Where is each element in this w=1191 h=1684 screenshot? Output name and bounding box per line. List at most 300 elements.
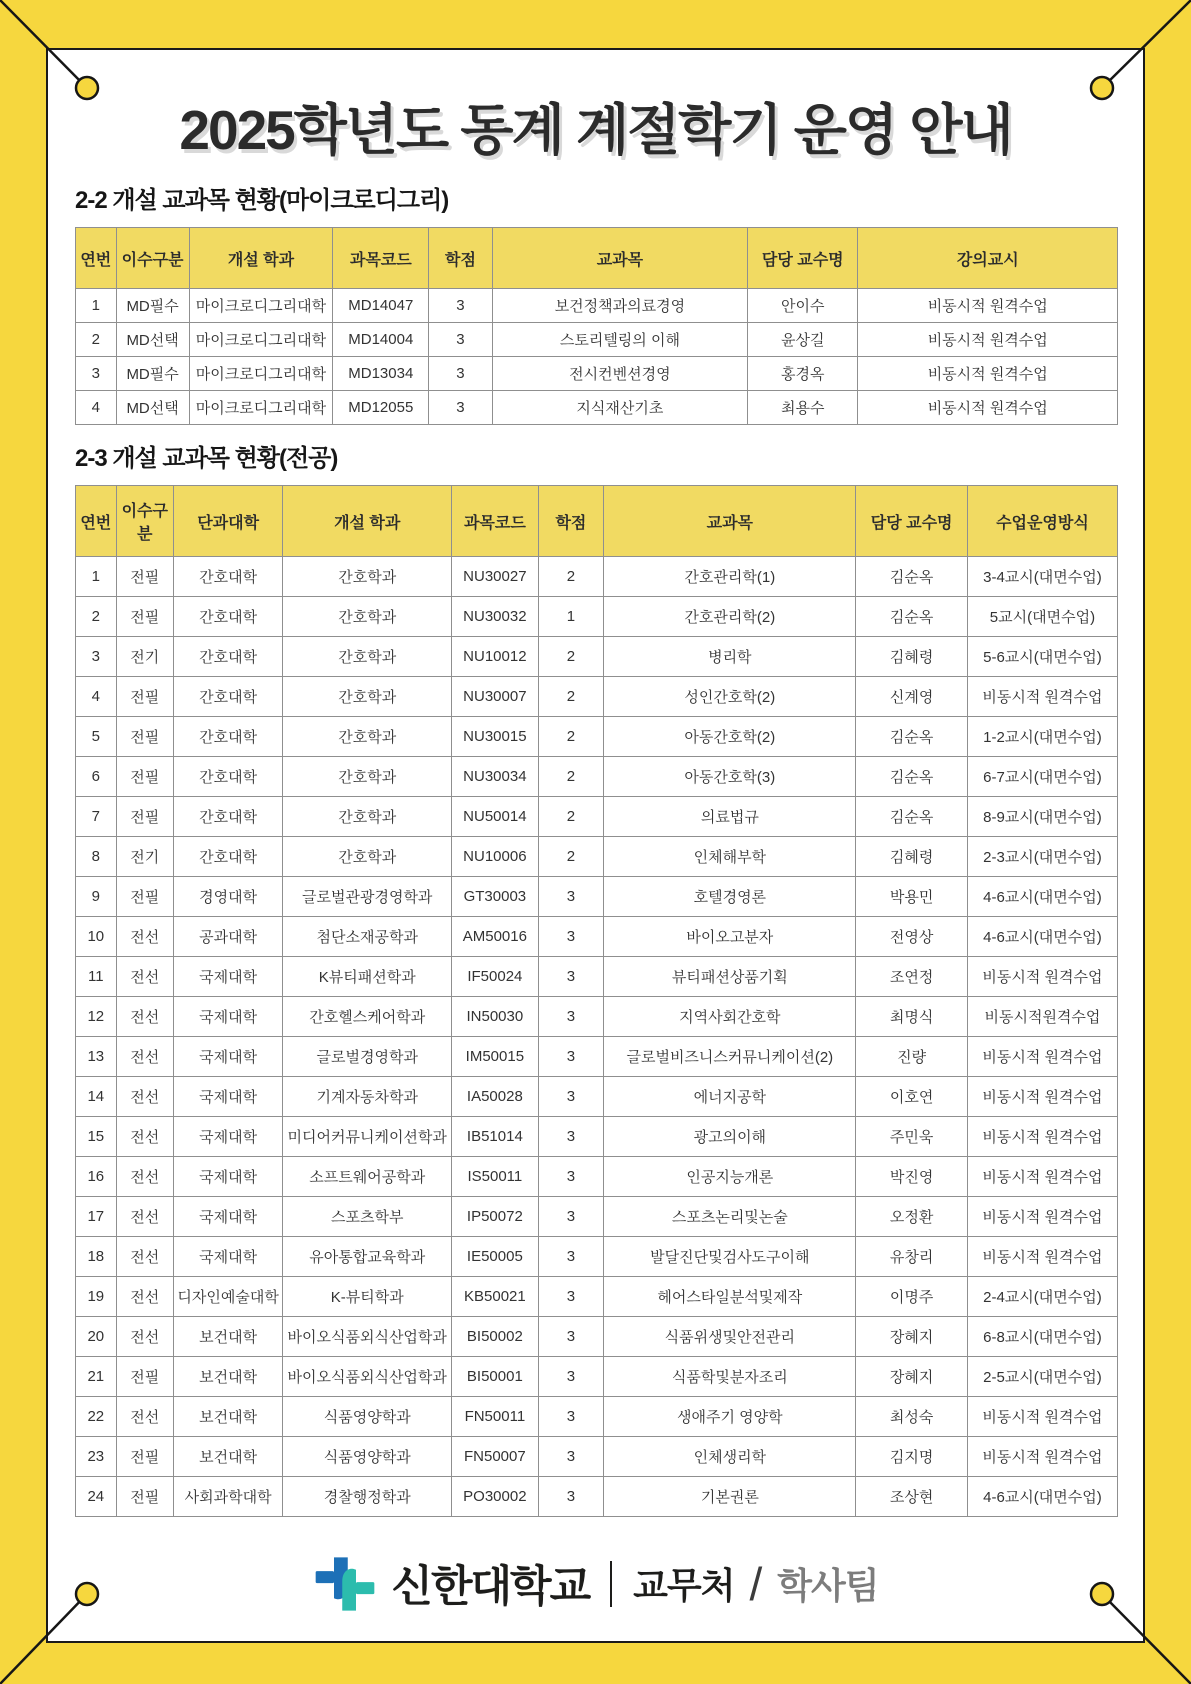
table-cell: 스토리텔링의 이해 <box>492 323 747 357</box>
table-cell: 바이오고분자 <box>604 917 856 957</box>
table-cell: 박진영 <box>856 1157 967 1197</box>
table-cell: 전필 <box>116 877 173 917</box>
table-row <box>76 1357 1118 1397</box>
table-cell: 디자인예술대학 <box>173 1277 282 1317</box>
table-cell: 국제대학 <box>173 1117 282 1157</box>
table-cell: 3 <box>538 1317 604 1357</box>
table-cell: 비동시적 원격수업 <box>967 1197 1117 1237</box>
table-cell: 진량 <box>856 1037 967 1077</box>
table-cell: 광고의이해 <box>604 1117 856 1157</box>
table-cell: 국제대학 <box>173 957 282 997</box>
table-cell: 3 <box>538 877 604 917</box>
column-header: 연번 <box>76 228 117 289</box>
table-cell: 인체해부학 <box>604 837 856 877</box>
table-cell: 전선 <box>116 1317 173 1357</box>
table-cell: 전기 <box>116 837 173 877</box>
table-cell: 바이오식품외식산업학과 <box>283 1357 452 1397</box>
table-cell: 전선 <box>116 917 173 957</box>
section-heading-major: 2-3 개설 교과목 현황(전공) <box>75 445 338 472</box>
column-header: 학점 <box>538 486 604 557</box>
table-cell: 전기 <box>116 637 173 677</box>
table-cell: 3 <box>538 957 604 997</box>
table-cell: 6 <box>76 757 117 797</box>
table-cell: 12 <box>76 997 117 1037</box>
table-cell: 비동시적 원격수업 <box>858 391 1118 425</box>
table-cell: 식품영양학과 <box>283 1397 452 1437</box>
table-cell: 김순옥 <box>856 757 967 797</box>
table-cell: 글로벌관광경영학과 <box>283 877 452 917</box>
table-cell: 유창리 <box>856 1237 967 1277</box>
table-cell: 5-6교시(대면수업) <box>967 637 1117 677</box>
table-cell: IS50011 <box>452 1157 538 1197</box>
table-cell: 국제대학 <box>173 1077 282 1117</box>
table-row <box>76 757 1118 797</box>
table-cell: 전필 <box>116 1437 173 1477</box>
table-cell: 간호대학 <box>173 797 282 837</box>
table-cell: 홍경옥 <box>748 357 858 391</box>
table-cell: NU30027 <box>452 557 538 597</box>
table-cell: NU10012 <box>452 637 538 677</box>
md-course-table <box>75 227 1118 425</box>
table-cell: 박용민 <box>856 877 967 917</box>
table-cell: 의료법규 <box>604 797 856 837</box>
table-row <box>76 289 1118 323</box>
table-cell: 6-7교시(대면수업) <box>967 757 1117 797</box>
table-cell: 전필 <box>116 1357 173 1397</box>
table-cell: 2 <box>76 597 117 637</box>
table-cell: 비동시적 원격수업 <box>858 289 1118 323</box>
table-row <box>76 391 1118 425</box>
table-cell: 첨단소재공학과 <box>283 917 452 957</box>
table-cell: 기본권론 <box>604 1477 856 1517</box>
table-cell: IP50072 <box>452 1197 538 1237</box>
table-cell: 3 <box>538 917 604 957</box>
table-cell: 경찰행정학과 <box>283 1477 452 1517</box>
footer-slash: / <box>749 1557 763 1610</box>
table-cell: 보건대학 <box>173 1317 282 1357</box>
table-cell: 이명주 <box>856 1277 967 1317</box>
table-row <box>76 1037 1118 1077</box>
table-cell: 전필 <box>116 1477 173 1517</box>
table-cell: 8-9교시(대면수업) <box>967 797 1117 837</box>
table-cell: 10 <box>76 917 117 957</box>
table-row <box>76 837 1118 877</box>
table-cell: 2 <box>538 637 604 677</box>
table-cell: 병리학 <box>604 637 856 677</box>
table-cell: 1 <box>538 597 604 637</box>
table-cell: 보건대학 <box>173 1357 282 1397</box>
table-cell: 13 <box>76 1037 117 1077</box>
table-cell: 장혜지 <box>856 1357 967 1397</box>
table-cell: 전영상 <box>856 917 967 957</box>
table-cell: IE50005 <box>452 1237 538 1277</box>
table-cell: MD14004 <box>333 323 429 357</box>
table-cell: 김순옥 <box>856 717 967 757</box>
column-header: 교과목 <box>492 228 747 289</box>
table-cell: 간호대학 <box>173 837 282 877</box>
table-cell: 인체생리학 <box>604 1437 856 1477</box>
table-cell: 호텔경영론 <box>604 877 856 917</box>
table-cell: 전선 <box>116 1157 173 1197</box>
table-cell: 1 <box>76 557 117 597</box>
table-cell: 비동시적 원격수업 <box>967 1157 1117 1197</box>
table-cell: 4-6교시(대면수업) <box>967 1477 1117 1517</box>
table-cell: NU10006 <box>452 837 538 877</box>
table-cell: 3 <box>76 357 117 391</box>
column-header: 교과목 <box>604 486 856 557</box>
table-cell: 마이크로디그리대학 <box>189 391 333 425</box>
table-cell: 전필 <box>116 677 173 717</box>
table-cell: 김순옥 <box>856 597 967 637</box>
table-cell: 2-5교시(대면수업) <box>967 1357 1117 1397</box>
table-cell: 16 <box>76 1157 117 1197</box>
university-name: 신한대학교 <box>391 1563 590 1611</box>
table-cell: FN50011 <box>452 1397 538 1437</box>
column-header: 담당 교수명 <box>856 486 967 557</box>
table-cell: 간호학과 <box>283 837 452 877</box>
table-cell: 3 <box>538 1477 604 1517</box>
table-cell: BI50002 <box>452 1317 538 1357</box>
table-cell: 김혜령 <box>856 637 967 677</box>
table-cell: 3 <box>538 1357 604 1397</box>
table-cell: 간호헬스케어학과 <box>283 997 452 1037</box>
table-cell: 조연정 <box>856 957 967 997</box>
page-title: 2025학년도 동계 계절학기 운영 안내 <box>179 99 1012 161</box>
table-row <box>76 1437 1118 1477</box>
table-cell: 비동시적 원격수업 <box>858 357 1118 391</box>
table-cell: 간호관리학(1) <box>604 557 856 597</box>
table-cell: 김지명 <box>856 1437 967 1477</box>
table-cell: 최성숙 <box>856 1397 967 1437</box>
table-cell: 식품위생및안전관리 <box>604 1317 856 1357</box>
table-cell: 2-4교시(대면수업) <box>967 1277 1117 1317</box>
table-cell: 3 <box>429 323 493 357</box>
table-cell: NU30034 <box>452 757 538 797</box>
table-cell: 전선 <box>116 1037 173 1077</box>
table-row <box>76 1157 1118 1197</box>
table-row <box>76 357 1118 391</box>
table-cell: 전필 <box>116 797 173 837</box>
table-cell: 비동시적 원격수업 <box>967 1237 1117 1277</box>
table-row <box>76 997 1118 1037</box>
table-cell: 2 <box>538 677 604 717</box>
table-cell: 간호대학 <box>173 637 282 677</box>
team-name: 학사팀 <box>777 1565 879 1606</box>
table-cell: 간호대학 <box>173 757 282 797</box>
table-cell: MD13034 <box>333 357 429 391</box>
table-cell: 비동시적 원격수업 <box>967 957 1117 997</box>
table-cell: 2-3교시(대면수업) <box>967 837 1117 877</box>
table-cell: 3 <box>538 1157 604 1197</box>
table-cell: 간호대학 <box>173 717 282 757</box>
table-cell: 5 <box>76 717 117 757</box>
table-cell: 비동시적 원격수업 <box>967 677 1117 717</box>
table-row <box>76 1477 1118 1517</box>
section-heading-microdegree: 2-2 개설 교과목 현황(마이크로디그리) <box>75 187 449 214</box>
table-cell: 21 <box>76 1357 117 1397</box>
table-cell: 장혜지 <box>856 1317 967 1357</box>
table-cell: 전필 <box>116 757 173 797</box>
table-cell: 전필 <box>116 717 173 757</box>
table-cell: AM50016 <box>452 917 538 957</box>
table-cell: IN50030 <box>452 997 538 1037</box>
table-cell: 간호대학 <box>173 677 282 717</box>
table-row <box>76 1077 1118 1117</box>
table-cell: 글로벌비즈니스커뮤니케이션(2) <box>604 1037 856 1077</box>
table-cell: BI50001 <box>452 1357 538 1397</box>
column-header: 개설 학과 <box>189 228 333 289</box>
table-cell: 전선 <box>116 1077 173 1117</box>
table-cell: 전선 <box>116 1277 173 1317</box>
table-cell: 3 <box>538 1237 604 1277</box>
table-cell: 1 <box>76 289 117 323</box>
table-cell: 전선 <box>116 957 173 997</box>
table-cell: 간호대학 <box>173 557 282 597</box>
table-cell: 3 <box>538 997 604 1037</box>
column-header: 학점 <box>429 228 493 289</box>
table-cell: 스포츠학부 <box>283 1197 452 1237</box>
table-cell: 5교시(대면수업) <box>967 597 1117 637</box>
table-cell: 17 <box>76 1197 117 1237</box>
table-cell: 국제대학 <box>173 1237 282 1277</box>
header-row <box>76 228 1118 289</box>
table-cell: 유아통합교육학과 <box>283 1237 452 1277</box>
table-cell: 전선 <box>116 1117 173 1157</box>
table-cell: 국제대학 <box>173 1157 282 1197</box>
column-header: 과목코드 <box>452 486 538 557</box>
table-cell: 3 <box>76 637 117 677</box>
table-row <box>76 557 1118 597</box>
table-cell: 3-4교시(대면수업) <box>967 557 1117 597</box>
table-cell: 비동시적 원격수업 <box>858 323 1118 357</box>
table-cell: 식품영양학과 <box>283 1437 452 1477</box>
table-cell: 미디어커뮤니케이션학과 <box>283 1117 452 1157</box>
table-cell: 11 <box>76 957 117 997</box>
column-header: 이수구분 <box>116 486 173 557</box>
table-cell: IF50024 <box>452 957 538 997</box>
table-cell: 발달진단및검사도구이해 <box>604 1237 856 1277</box>
table-row <box>76 597 1118 637</box>
table-cell: 스포츠논리및논술 <box>604 1197 856 1237</box>
table-row <box>76 1397 1118 1437</box>
table-cell: 국제대학 <box>173 1037 282 1077</box>
table-cell: 전선 <box>116 1197 173 1237</box>
column-header: 개설 학과 <box>283 486 452 557</box>
table-cell: 3 <box>538 1437 604 1477</box>
table-row <box>76 877 1118 917</box>
column-header: 연번 <box>76 486 117 557</box>
column-header: 과목코드 <box>333 228 429 289</box>
office-name: 교무처 <box>633 1565 735 1606</box>
major-course-table <box>75 485 1118 1517</box>
table-cell: 1-2교시(대면수업) <box>967 717 1117 757</box>
table-cell: 24 <box>76 1477 117 1517</box>
table-cell: 3 <box>429 289 493 323</box>
table-cell: 23 <box>76 1437 117 1477</box>
table-row <box>76 1117 1118 1157</box>
table-cell: MD14047 <box>333 289 429 323</box>
table-cell: 4-6교시(대면수업) <box>967 917 1117 957</box>
table-cell: 기계자동차학과 <box>283 1077 452 1117</box>
table-row <box>76 957 1118 997</box>
table-cell: 글로벌경영학과 <box>283 1037 452 1077</box>
table-cell: 3 <box>538 1077 604 1117</box>
table-cell: 국제대학 <box>173 997 282 1037</box>
table-cell: 2 <box>538 557 604 597</box>
table-cell: 3 <box>429 357 493 391</box>
table-cell: 간호학과 <box>283 557 452 597</box>
table-cell: 19 <box>76 1277 117 1317</box>
table-cell: 헤어스타일분석및제작 <box>604 1277 856 1317</box>
table-row <box>76 1237 1118 1277</box>
table-cell: 에너지공학 <box>604 1077 856 1117</box>
table-cell: NU50014 <box>452 797 538 837</box>
table-cell: 4-6교시(대면수업) <box>967 877 1117 917</box>
table-cell: 윤상길 <box>748 323 858 357</box>
table-cell: 비동시적 원격수업 <box>967 1077 1117 1117</box>
table-row <box>76 717 1118 757</box>
table-cell: 3 <box>538 1117 604 1157</box>
table-cell: 4 <box>76 677 117 717</box>
table-cell: 사회과학대학 <box>173 1477 282 1517</box>
table-cell: 비동시적 원격수업 <box>967 1037 1117 1077</box>
table-cell: IM50015 <box>452 1037 538 1077</box>
table-cell: 신계영 <box>856 677 967 717</box>
table-cell: NU30007 <box>452 677 538 717</box>
table-cell: 3 <box>538 1397 604 1437</box>
table-cell: 간호학과 <box>283 677 452 717</box>
table-cell: 3 <box>538 1197 604 1237</box>
table-cell: 생애주기 영양학 <box>604 1397 856 1437</box>
table-cell: 간호학과 <box>283 757 452 797</box>
table-cell: 2 <box>76 323 117 357</box>
table-cell: 간호관리학(2) <box>604 597 856 637</box>
table-row <box>76 677 1118 717</box>
table-cell: 공과대학 <box>173 917 282 957</box>
footer <box>48 1553 1143 1614</box>
table-cell: 경영대학 <box>173 877 282 917</box>
table-cell: NU30032 <box>452 597 538 637</box>
footer-divider <box>610 1561 612 1607</box>
table-cell: 전선 <box>116 1397 173 1437</box>
table-cell: MD12055 <box>333 391 429 425</box>
table-cell: GT30003 <box>452 877 538 917</box>
table-cell: 간호학과 <box>283 797 452 837</box>
table-cell: 비동시적 원격수업 <box>967 1437 1117 1477</box>
table-row <box>76 917 1118 957</box>
table-cell: MD필수 <box>116 357 189 391</box>
table-cell: NU30015 <box>452 717 538 757</box>
table-cell: 식품학및분자조리 <box>604 1357 856 1397</box>
table-cell: 4 <box>76 391 117 425</box>
table-cell: 조상현 <box>856 1477 967 1517</box>
table-cell: 오정환 <box>856 1197 967 1237</box>
table-cell: 마이크로디그리대학 <box>189 289 333 323</box>
table-cell: 주민욱 <box>856 1117 967 1157</box>
table-cell: 전필 <box>116 597 173 637</box>
table-cell: 김혜령 <box>856 837 967 877</box>
table-cell: 간호학과 <box>283 637 452 677</box>
column-header: 이수구분 <box>116 228 189 289</box>
table-cell: 22 <box>76 1397 117 1437</box>
table-cell: 인공지능개론 <box>604 1157 856 1197</box>
table-cell: 14 <box>76 1077 117 1117</box>
table-cell: 아동간호학(3) <box>604 757 856 797</box>
table-cell: 간호학과 <box>283 597 452 637</box>
table-cell: 6-8교시(대면수업) <box>967 1317 1117 1357</box>
table-cell: 2 <box>538 837 604 877</box>
table-cell: 마이크로디그리대학 <box>189 323 333 357</box>
table-cell: 20 <box>76 1317 117 1357</box>
table-cell: 8 <box>76 837 117 877</box>
table-cell: MD선택 <box>116 323 189 357</box>
table-cell: MD필수 <box>116 289 189 323</box>
table-cell: PO30002 <box>452 1477 538 1517</box>
table-cell: 소프트웨어공학과 <box>283 1157 452 1197</box>
header-row <box>76 486 1118 557</box>
table-cell: 바이오식품외식산업학과 <box>283 1317 452 1357</box>
table-cell: 간호대학 <box>173 597 282 637</box>
table-cell: 전시컨벤션경영 <box>492 357 747 391</box>
table-cell: 김순옥 <box>856 557 967 597</box>
table-cell: 3 <box>538 1037 604 1077</box>
table-cell: 국제대학 <box>173 1197 282 1237</box>
table-cell: MD선택 <box>116 391 189 425</box>
table-cell: 아동간호학(2) <box>604 717 856 757</box>
table-cell: 비동시적 원격수업 <box>967 1117 1117 1157</box>
table-cell: 전필 <box>116 557 173 597</box>
table-cell: 9 <box>76 877 117 917</box>
table-cell: K-뷰티학과 <box>283 1277 452 1317</box>
table-cell: 18 <box>76 1237 117 1277</box>
table-cell: 비동시적원격수업 <box>967 997 1117 1037</box>
table-cell: IA50028 <box>452 1077 538 1117</box>
table-cell: 안이수 <box>748 289 858 323</box>
university-logo-icon <box>312 1556 378 1612</box>
table-cell: 보건정책과의료경영 <box>492 289 747 323</box>
table-cell: 보건대학 <box>173 1397 282 1437</box>
table-cell: 김순옥 <box>856 797 967 837</box>
table-cell: 2 <box>538 797 604 837</box>
table-cell: 최명식 <box>856 997 967 1037</box>
table-cell: IB51014 <box>452 1117 538 1157</box>
table-cell: 3 <box>538 1277 604 1317</box>
table-cell: 이호연 <box>856 1077 967 1117</box>
table-row <box>76 797 1118 837</box>
column-header: 단과대학 <box>173 486 282 557</box>
table-cell: 성인간호학(2) <box>604 677 856 717</box>
table-cell: 지식재산기초 <box>492 391 747 425</box>
table-cell: 마이크로디그리대학 <box>189 357 333 391</box>
table-cell: 비동시적 원격수업 <box>967 1397 1117 1437</box>
table-row <box>76 323 1118 357</box>
table-cell: FN50007 <box>452 1437 538 1477</box>
table-cell: 2 <box>538 757 604 797</box>
table-row <box>76 1317 1118 1357</box>
table-row <box>76 1277 1118 1317</box>
poster-sheet <box>46 48 1145 1643</box>
table-cell: 전선 <box>116 1237 173 1277</box>
table-cell: KB50021 <box>452 1277 538 1317</box>
table-cell: 7 <box>76 797 117 837</box>
table-cell: 뷰티패션상품기획 <box>604 957 856 997</box>
table-cell: 최용수 <box>748 391 858 425</box>
table-cell: K뷰티패션학과 <box>283 957 452 997</box>
table-row <box>76 1197 1118 1237</box>
column-header: 담당 교수명 <box>748 228 858 289</box>
table-cell: 3 <box>429 391 493 425</box>
table-cell: 간호학과 <box>283 717 452 757</box>
